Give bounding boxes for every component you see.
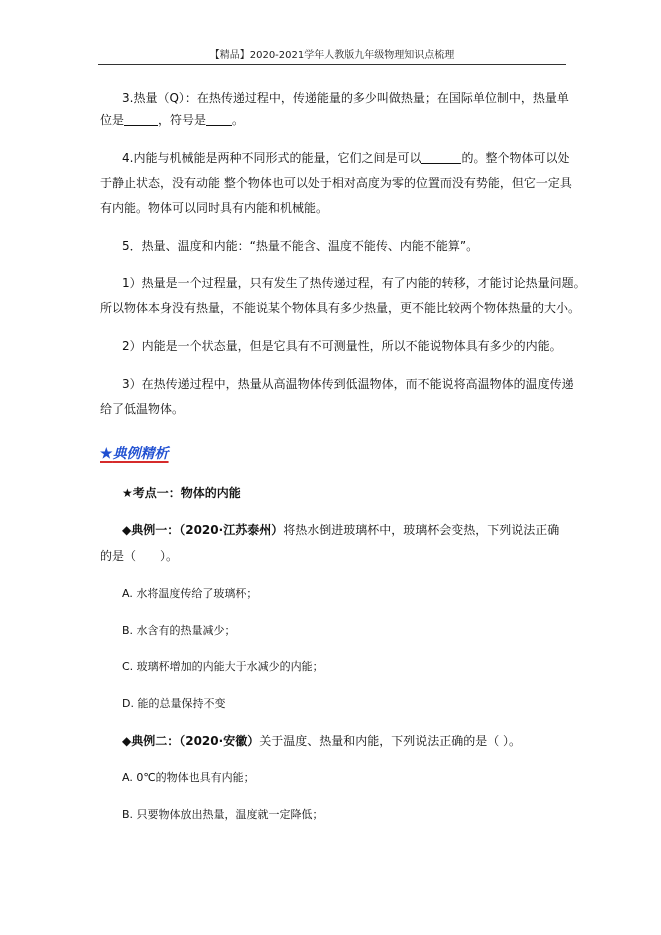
example-1-question-line-1: [122, 522, 559, 538]
example-2-label: ◆典例二：: [122, 734, 180, 748]
example-1-label: ◆典例一：: [122, 523, 180, 537]
section-title-text: 典例精析: [112, 446, 169, 462]
point-4-text-b: 的。整个物体可以处: [461, 151, 570, 165]
point-3-line-1: 3.热量（Q）：在热传递过程中，传递能量的多少叫做热量；在国际单位制中，热量单: [122, 91, 569, 105]
point-4-line-2: 于静止状态，没有动能 整个物体也可以处于相对高度为零的位置而没有势能，但它一定具: [100, 176, 572, 190]
point-3-text-c: 。: [232, 113, 245, 127]
point-3-line-2: [100, 112, 244, 128]
blank-unit: [124, 113, 158, 126]
example-1-question-text: 将热水倒进玻璃杯中，玻璃杯会变热，下列说法正确: [283, 523, 560, 537]
example-1-option-d: D. 能的总量保持不变: [122, 697, 226, 710]
example-1-option-b: B. 水含有的热量减少；: [122, 624, 236, 637]
point-3-text-b: ，符号是: [158, 113, 207, 127]
example-2-option-b: B. 只要物体放出热量，温度就一定降低；: [122, 808, 324, 821]
header-divider: [98, 64, 566, 65]
star-icon: ★: [100, 446, 113, 462]
example-1-question-line-2: 的是（ ）。: [100, 549, 179, 563]
example-1-option-c: C. 玻璃杯增加的内能大于水减少的内能；: [122, 660, 324, 673]
point-5-2-line-1: 2）内能是一个状态量，但是它具有不可测量性，所以不能说物体具有多少的内能。: [122, 339, 562, 353]
point-4-line-3: 有内能。物体可以同时具有内能和机械能。: [100, 201, 329, 215]
point-4-text-a: 4.内能与机械能是两种不同形式的能量，它们之间是可以: [122, 151, 422, 165]
point-5-1-line-2: 所以物体本身没有热量，不能说某个物体具有多少热量，更不能比较两个物体热量的大小。: [100, 301, 581, 315]
example-1-option-a: A. 水将温度传给了玻璃杯；: [122, 587, 258, 600]
example-2-question-line-1: [122, 733, 521, 749]
example-2-source: （2020·安徽）: [179, 734, 260, 748]
section-title: [100, 443, 169, 463]
page-header: 【精品】2020-2021学年人教版九年级物理知识点梳理: [209, 50, 455, 61]
blank-symbol: [206, 113, 232, 126]
point-5-line-1: 5．热量、温度和内能：“热量不能含、温度不能传、内能不能算”。: [122, 239, 479, 253]
point-5-3-line-1: 3）在热传递过程中，热量从高温物体传到低温物体，而不能说将高温物体的温度传递: [122, 377, 574, 391]
example-2-option-a: A. 0℃的物体也具有内能；: [122, 771, 255, 784]
example-1-source: （2020·江苏泰州）: [179, 523, 284, 537]
point-4-line-1: [122, 150, 569, 166]
example-2-question-text: 关于温度、热量和内能，下列说法正确的是（ ）。: [259, 734, 522, 748]
blank-convert: [421, 151, 461, 164]
point-5-3-line-2: 给了低温物体。: [100, 402, 185, 416]
kaodian-1-heading: ★考点一：物体的内能: [122, 486, 241, 500]
point-5-1-line-1: 1）热量是一个过程量，只有发生了热传递过程，有了内能的转移，才能讨论热量问题。: [122, 276, 586, 290]
point-3-text-a: 位是: [100, 113, 125, 127]
